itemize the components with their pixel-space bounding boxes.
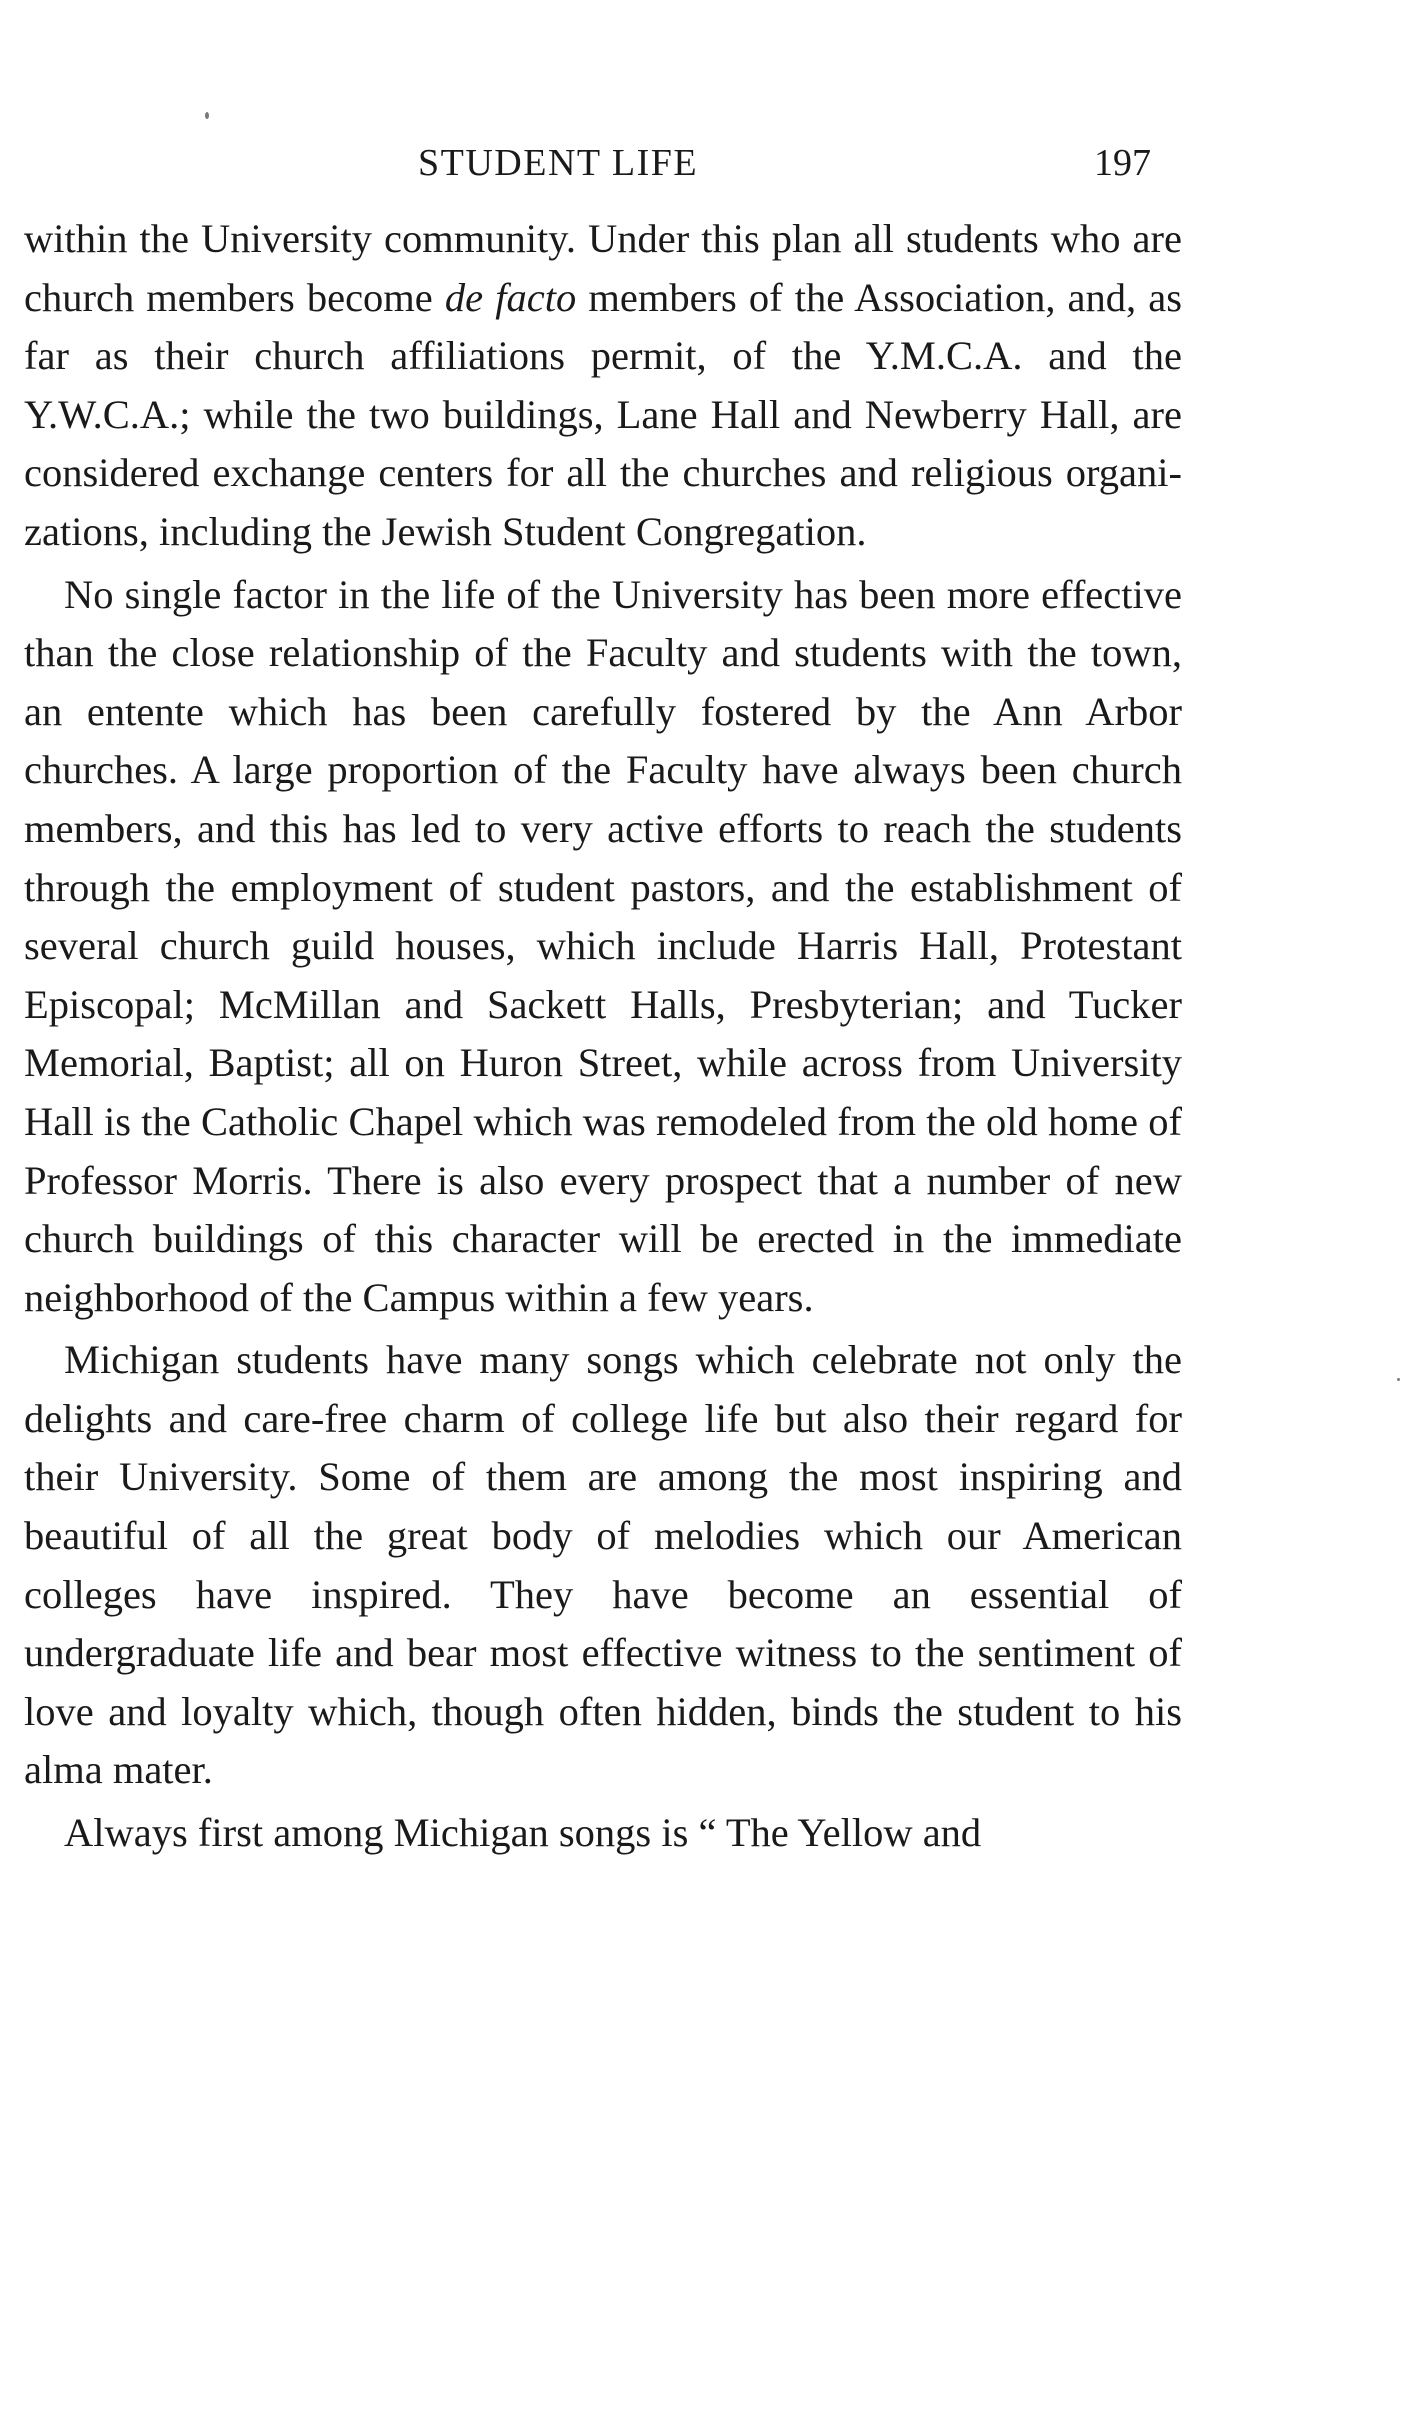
paragraph-continued [24, 210, 1182, 562]
running-head-title: STUDENT LIFE [418, 142, 699, 184]
italic-phrase: de facto [444, 274, 577, 320]
running-header [0, 138, 1418, 198]
paragraph: Michigan students have many songs which celebrate not only the delights and care-free charm of college life but also their regard for their University. Some of them are among the most inspiring and beautiful of all the great body of melodies which our American colleges have inspired. They have become an essential of undergraduate life and bear most effective witness to the sentiment of love and loyalty which, though often hidden, binds the student to his alma mater. [24, 1337, 1182, 1793]
paper-speck [1397, 1378, 1400, 1381]
body-text [24, 210, 1182, 1863]
page-number: 197 [1094, 142, 1151, 184]
paragraph: No single factor in the life of the University has been more effective than the close relationship of the Faculty and students with the town, an entente which has been carefully fostered by the Ann Arbor churches. A large proportion of the Faculty have always been church members, and this has led to very active efforts to reach the students through the employment of student pastors, and the establishment of several church guild houses, which include Harris Hall, Protestant Episcopal; McMillan and Sackett Halls, Presbyterian; and Tucker Memorial, Baptist; all on Huron Street, while across from University Hall is the Catholic Chapel which was remodeled from the old home of Professor Morris. There is also every prospect that a number of new church buildings of this character will be erected in the immediate neighborhood of the Campus within a few years. [24, 571, 1182, 1320]
paper-speck [205, 112, 209, 119]
paragraph-text: within the University community. Under this plan all students who are church members become [24, 216, 1182, 320]
paragraph: Always first among Michigan songs is “ The Yellow and [64, 1810, 982, 1856]
paragraph-text: members of the Association, and, as far as their church affiliations permit, of the Y.M.C.A. and the Y.W.C.A.; while the two buildings, Lane Hall and Newberry Hall, are considered exchange centers for all the churches and religious organizations, including the Jewish Student Congregation. [24, 274, 1183, 554]
